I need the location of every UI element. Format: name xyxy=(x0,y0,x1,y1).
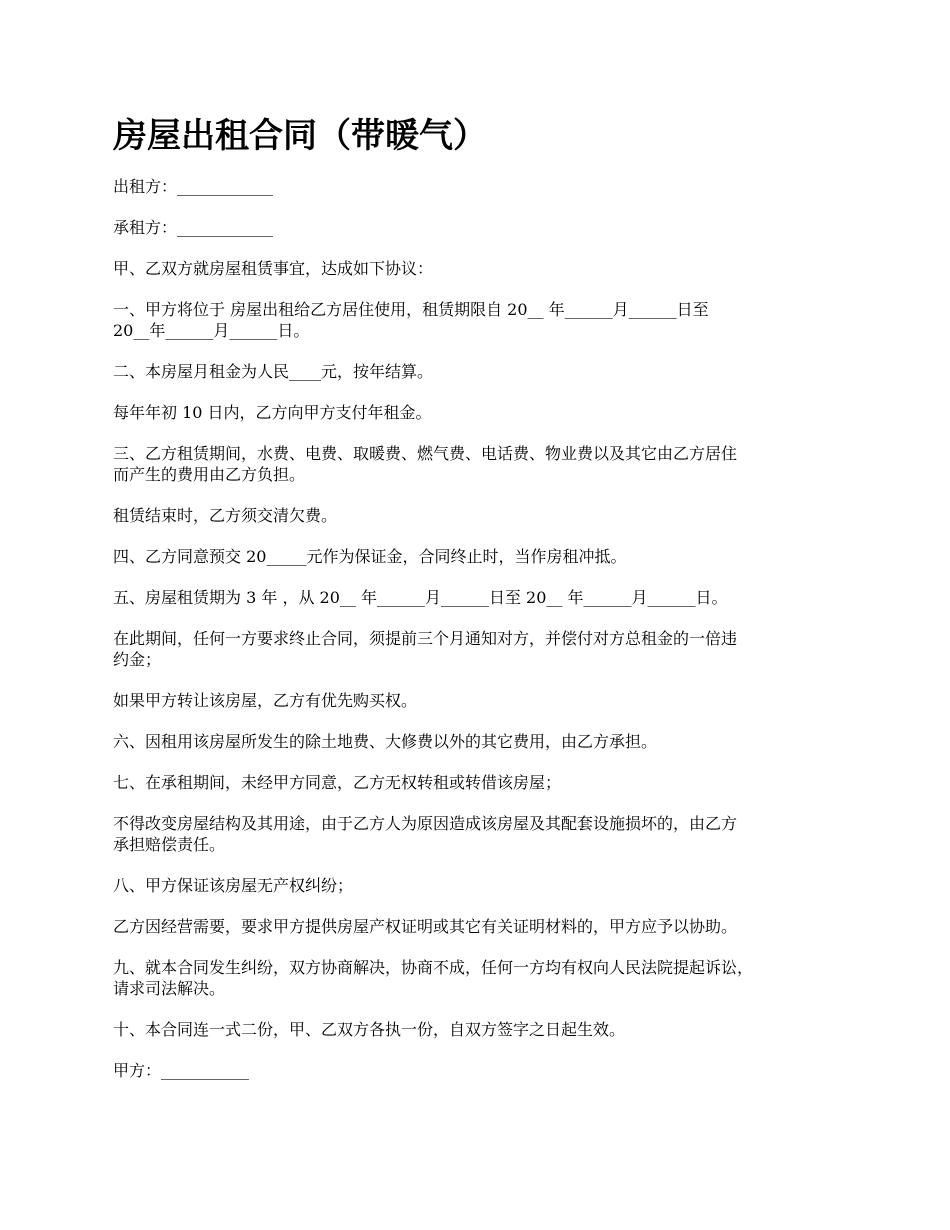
agreement-intro: 甲、乙双方就房屋租赁事宜，达成如下协议： xyxy=(113,259,434,278)
clause-8-documents: 乙方因经营需要，要求甲方提供房屋产权证明或其它有关证明材料的，甲方应予以协助。 xyxy=(113,917,738,936)
clause-8: 八、甲方保证该房屋无产权纠纷； xyxy=(113,876,354,895)
clause-10: 十、本合同连一式二份，甲、乙双方各执一份，自双方签字之日起生效。 xyxy=(113,1020,626,1039)
clause-4: 四、乙方同意预交 20_____元作为保证金，合同终止时，当作房租冲抵。 xyxy=(113,547,627,566)
clause-5: 五、房屋租赁期为 3 年 ，从 20__ 年______月______日至 20__ 年______月______日。 xyxy=(113,588,728,607)
document-title: 房屋出租合同（带暖气） xyxy=(113,116,487,156)
clause-2-payment: 每年年初 10 日内，乙方向甲方支付年租金。 xyxy=(113,403,432,422)
signature-party-a: 甲方：___________ xyxy=(113,1061,250,1080)
clause-7-structure: 不得改变房屋结构及其用途，由于乙方人为原因造成该房屋及其配套设施损坏的，由乙方 承担赔偿责任。 xyxy=(113,814,738,854)
clause-2: 二、本房屋月租金为人民____元，按年结算。 xyxy=(113,362,434,381)
clause-7: 七、在承租期间，未经甲方同意，乙方无权转租或转借该房屋； xyxy=(113,773,562,792)
clause-5-purchase-right: 如果甲方转让该房屋，乙方有优先购买权。 xyxy=(113,691,418,710)
clause-5-termination: 在此期间，任何一方要求终止合同，须提前三个月通知对方，并偿付对方总租金的一倍违 约金； xyxy=(113,629,738,669)
clause-1: 一、甲方将位于 房屋出租给乙方居住使用，租赁期限自 20__ 年______月______日至 20__年______月______日。 xyxy=(113,300,709,340)
party-lessor-line: 出租方：____________ xyxy=(113,177,274,196)
clause-9: 九、就本合同发生纠纷，双方协商解决，协商不成，任何一方均有权向人民法院提起诉讼， 请求司法解决。 xyxy=(113,958,754,998)
document-page xyxy=(113,110,843,1101)
clause-3: 三、乙方租赁期间，水费、电费、取暖费、燃气费、电话费、物业费以及其它由乙方居住 而产生的费用由乙方负担。 xyxy=(113,444,738,484)
clause-3-settlement: 租赁结束时，乙方须交清欠费。 xyxy=(113,506,338,525)
clause-6: 六、因租用该房屋所发生的除土地费、大修费以外的其它费用，由乙方承担。 xyxy=(113,732,658,751)
party-lessee-line: 承租方：____________ xyxy=(113,218,274,237)
